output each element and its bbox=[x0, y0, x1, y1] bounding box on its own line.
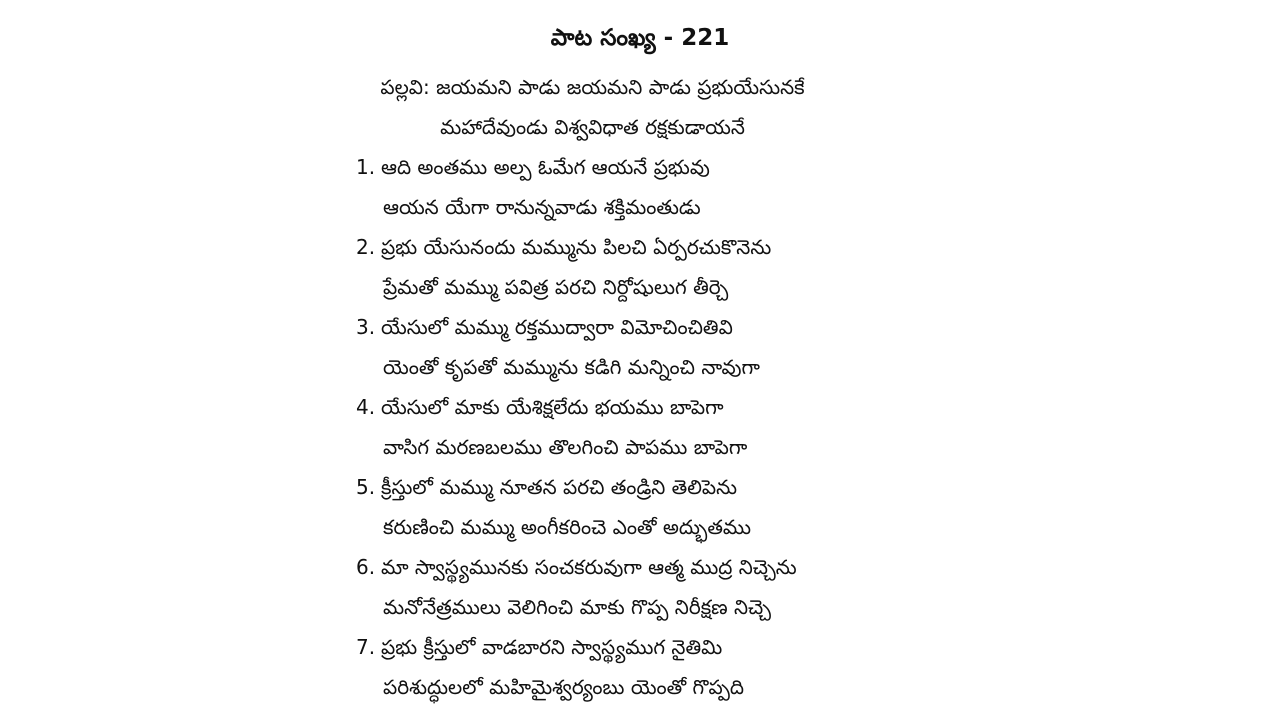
verse-text: పరిశుద్ధులలో మహిమైశ్వర్యంబు యెంతో గొప్పది bbox=[383, 675, 745, 699]
verse-text: క్రీస్తులో మమ్ము నూతన పరచి తండ్రిని తెలిపెను bbox=[381, 475, 738, 499]
refrain-line-1: పల్లవి: జయమని పాడు జయమని పాడు ప్రభుయేసునకే bbox=[380, 75, 805, 99]
verse-text: కరుణించి మమ్ము అంగీకరించె ఎంతో అద్భుతము bbox=[383, 515, 751, 539]
verse-text: ఆయన యేగా రానున్నవాడు శక్తిమంతుడు bbox=[383, 195, 701, 219]
verse-text: యెంతో కృపతో మమ్మును కడిగి మన్నించి నావుగా bbox=[383, 355, 760, 379]
verse-text: వాసిగ మరణబలము తొలగించి పాపము బాపెగా bbox=[383, 435, 748, 459]
verse-number: 4. bbox=[356, 395, 376, 419]
verse-number: 6. bbox=[356, 555, 376, 579]
song-title: పాట సంఖ్య - 221 bbox=[550, 25, 730, 51]
refrain-line-2: మహాదేవుండు విశ్వవిధాత రక్షకుడాయనే bbox=[440, 115, 745, 139]
verse-number: 2. bbox=[356, 235, 376, 259]
verse-text: యేసులో మమ్ము రక్తముద్వారా విమోచించితివి bbox=[381, 315, 733, 339]
verse-number: 3. bbox=[356, 315, 376, 339]
verse-text: ప్రభు యేసునందు మమ్మును పిలచి ఏర్పరచుకొనెను bbox=[381, 235, 772, 259]
verse-text: ఆది అంతము అల్ప ఓమేగ ఆయనే ప్రభువు bbox=[381, 155, 710, 179]
verse-text: మనోనేత్రములు వెలిగించి మాకు గొప్ప నిరీక్షణ నిచ్చె bbox=[383, 595, 772, 619]
verse-number: 7. bbox=[356, 635, 376, 659]
verse-number: 5. bbox=[356, 475, 376, 499]
verse-text: ప్రభు క్రీస్తులో వాడబారని స్వాస్థ్యముగ నైతిమి bbox=[381, 635, 723, 659]
verse-text: ప్రేమతో మమ్ము పవిత్ర పరచి నిర్దోషులుగ తీర్చె bbox=[383, 275, 729, 299]
verse-text: యేసులో మాకు యేశిక్షలేదు భయము బాపెగా bbox=[381, 395, 724, 419]
verse-number: 1. bbox=[356, 155, 376, 179]
verse-text: మా స్వాస్థ్యమునకు సంచకరువుగా ఆత్మ ముద్ర నిచ్చెను bbox=[381, 555, 797, 579]
